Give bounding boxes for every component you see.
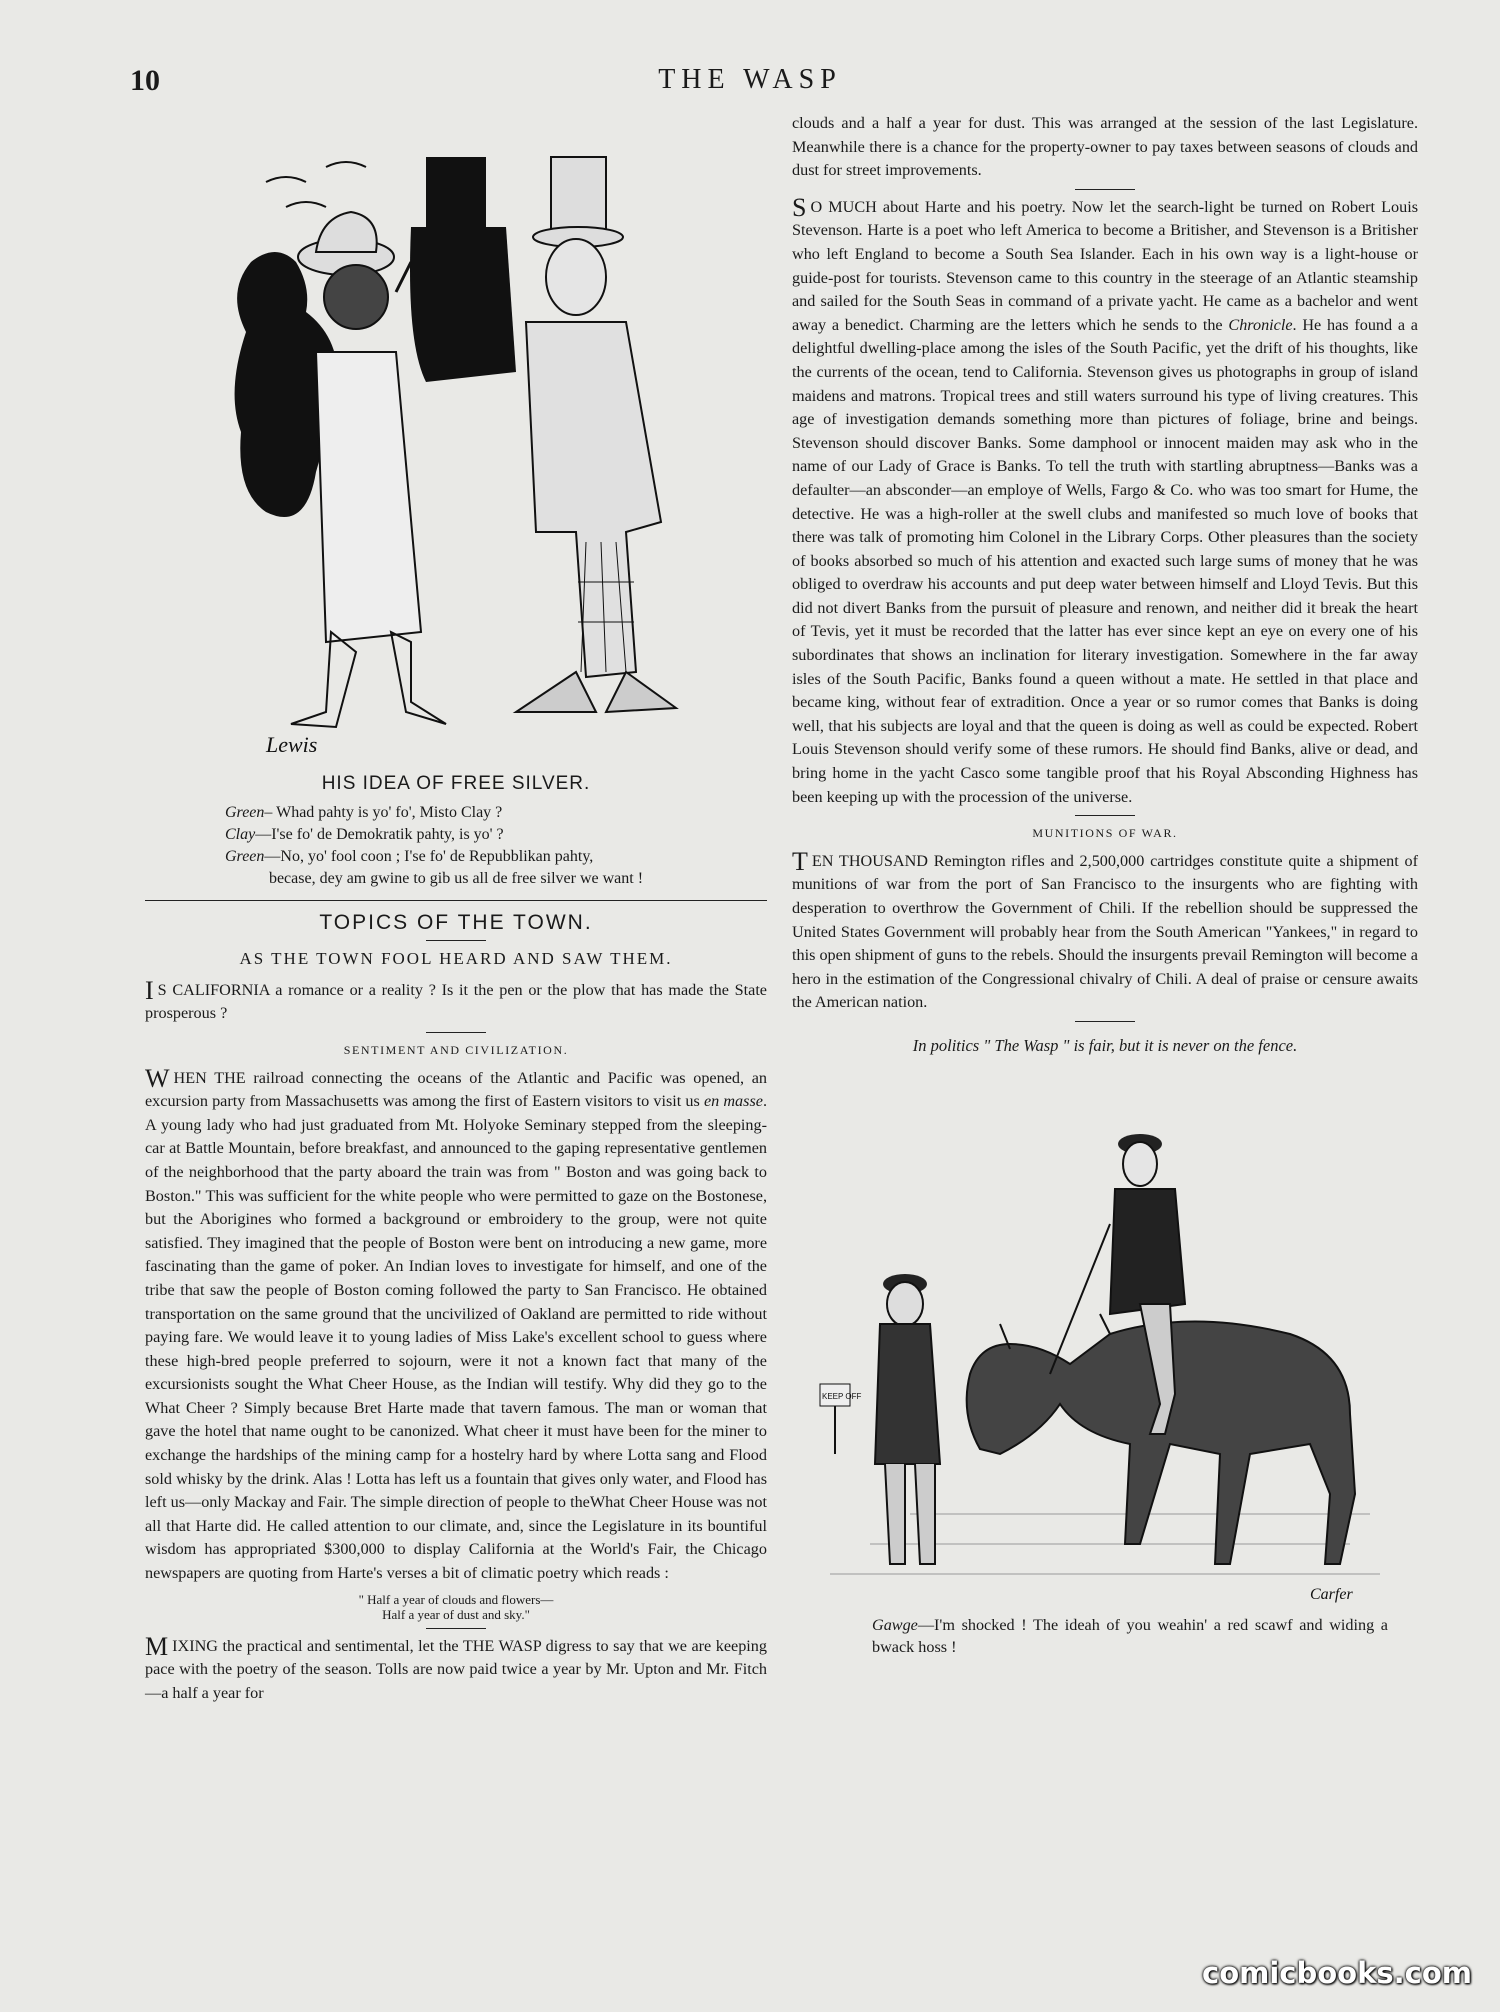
mixing-paragraph: MIXING the practical and sentimental, let the THE WASP digress to say that we are keeping pace with the poetry of the season. Tolls are now paid twice a year by Mr. Upton and Mr. Fitch—a half a year for [145,1631,767,1702]
short-divider [426,1032,486,1033]
munitions-heading: MUNITIONS OF WAR. [1032,826,1178,841]
masthead: THE WASP [658,64,842,95]
horse-rider-cartoon [810,1074,1400,1614]
munitions-paragraph: TEN THOUSAND Remington rifles and 2,500,000 cartridges constitute quite a shipment of munitions of war from the port of San Francisco to the insurgents who are fighting with desperation to overthrow the Government of Chili. If the rebellion should be suppressed the United States Government will probably hear from the South American "Yankees," in regard to this open shipment of guns to the rebels. Should the insurgents prevail Remington will become a hero in the estimation of the Congressional chivalry of Chili. A deal of praise or censure awaits the American nation. [792,846,1418,1012]
left-column [145,112,767,1705]
topics-subtitle: AS THE TOWN FOOL HEARD AND SAW THEM. [239,949,673,969]
dropcap: T [792,846,808,876]
sentiment-paragraph: WHEN THE railroad connecting the oceans of the Atlantic and Pacific was opened, an excursion party from Massachusetts was among the first of Eastern visitors to visit us en masse. A young lady who had just graduated from Mt. Holyoke Seminary stepped from the sleeping-car at Battle Mountain, before breakfast, and announced to the gaping representative gentlemen of the neighborhood that the party aboard the train was from " Boston and was going back to Boston." This was sufficient for the white people who were permitted to gaze on the Bostonese, but the Aborigines who formed a background or embroidery to the group, were not quite satisfied. They imagined that the people of Boston were bent on introducing a new game, more fascinating than the game of poker. An Indian loves to investigate for himself, and one of the tribe that saw the people of Boston coming followed the party to San Francisco. He obtained transportation on the same ground that the uncivilized of Oakland are permitted to ride without paying fare. We would leave it to young ladies of Miss Lake's excellent school to guess where these high-bred people preferred to sojourn, were it not a known fact that many of the excursionists sought the What Cheer House, as the Indian will testify. Why did they go to the What Cheer ? Simply because Bret Harte made that tavern famous. The man or woman that gave the hotel that name ought to be canonized. What cheer it must have been for the miner to exchange the hardships of the mining camp for a hostelry hard by where Lotta sang and Flood sold whisky by the drink. Alas ! Lotta has left us a fountain that gives only water, and Flood has left us—only Mackay and Fair. The simple direction of people to theWhat Cheer House was not all that Harte did. He called attention to our climate, and, since the Legislature in its bountiful wisdom has appropriated $300,000 to display California at the World's Fair, the Chicago newspapers are quoting from Harte's verses a bit of climatic poetry which reads : [145,1063,767,1583]
dropcap: I [145,975,154,1005]
cartoon2-caption: Gawge—I'm shocked ! The ideah of you weahin' a red scawf and widing a bwack hoss ! [872,1615,1388,1656]
dialogue-speaker-green-2: Green [225,847,265,865]
continued-paragraph: clouds and a half a year for dust. This was arranged at the session of the last Legislature. Meanwhile there is a chance for the property-owner to pay taxes between seasons of clouds and dust for street improvements. [792,114,1418,180]
poem: " Half a year of clouds and flowers— Half a year of dust and sky." [358,1591,554,1622]
right-column [792,112,1418,1658]
cartoon2-signature: Carfer [1310,1585,1353,1603]
free-silver-cartoon [206,112,706,762]
dropcap: M [145,1631,169,1661]
divider [145,900,767,901]
dialogue-line-4: becase, dey am gwine to gib us all de free silver we want ! [268,869,644,887]
short-divider [426,940,486,941]
wasp-motto: In politics " The Wasp " is fair, but it is never on the fence. [912,1035,1298,1055]
cartoon1-title: HIS IDEA OF FREE SILVER. [321,773,591,794]
page-number: 10 [130,64,160,97]
dropcap: W [145,1063,170,1093]
short-divider [426,1628,486,1629]
watermark: comicbooks.com [1202,1956,1472,1990]
cartoon1-dialogue [145,802,767,890]
dialogue-line-2: —I'se fo' de Demokratik pahty, is yo' ? [255,825,504,843]
dialogue-line-1: Whad pahty is yo' fo', Misto Clay ? [272,803,503,821]
cartoon1-signature: Lewis [266,732,318,757]
intro-paragraph: I S CALIFORNIA a romance or a reality ? Is it the pen or the plow that has made the State prosperous ? [145,975,767,1023]
short-divider [1075,189,1135,190]
dialogue-speaker-green: Green– [225,803,273,821]
dialogue-speaker-clay: Clay [225,825,256,843]
topics-title: TOPICS OF THE TOWN. [319,910,593,934]
dropcap: S [792,192,807,222]
stevenson-paragraph: S O MUCH about Harte and his poetry. Now let the search-light be turned on Robert Louis Stevenson. Harte is a poet who left America to become a Britisher, and Stevenson is a Britisher who left England to become a South Sea Islander. Each in his own way is a light-house or guide-post for tourists. Stevenson came to this country in the steerage of an Atlantic steamship and sailed for the South Seas in command of a private yacht. He came as a bachelor and went away a benedict. Charming are the letters which he sends to the Chronicle. He has found a a delightful dwelling-place among the isles of the South Pacific, yet the drift of his thoughts, like the currents of the ocean, tend to California. Stevenson gives us photographs in group of island maidens and matrons. Tropical trees and still waters surround his type of living creatures. This age of investigation demands something more than pictures of foliage, brine and beings. Stevenson should discover Banks. Some damphool or innocent maiden may ask who in the name of our Lady of Grace is Banks. To tell the truth with startling abruptness—Banks was a defaulter—an absconder—an employe of Wells, Fargo & Co. who was too smart for Hume, the detective. He was a high-roller at the swell clubs and manifested so much love of books that there was talk of promoting him Colonel in the Library Corps. Other pleasures than the society of books absorbed so much of his attention and exacted such large sums of money that he was obliged to overdraw his accounts and put deep water between himself and Lloyd Tevis. But this did not divert Banks from the pursuit of pleasure and renown, and neither did it break the heart of Tevis, yet it must be recorded that the latter has ever since kept an eye on every one of his subordinates that shows an inclination for literary investigation. Somewhere in the far away isles of the South Pacific, Banks found a queen without a mate. He settled in that place and became king, without fear of extradition. Once a year or so rumor comes that Banks is doing well, that his subjects are loyal and that the queen is doing as well as could be expected. Robert Louis Stevenson should verify some of these rumors. He should find Banks, alive or dead, and bring home in the yacht Casco some tangible proof that his Royal Absconding Highness has been keeping up with the procession of the universe. [792,192,1418,806]
short-divider [1075,1021,1135,1022]
short-divider [1075,815,1135,816]
dialogue-line-3: —No, yo' fool coon ; I'se fo' de Repubblikan pahty, [264,847,594,865]
keep-off-sign: KEEP OFF [822,1391,862,1401]
sentiment-heading: SENTIMENT AND CIVILIZATION. [343,1042,569,1057]
